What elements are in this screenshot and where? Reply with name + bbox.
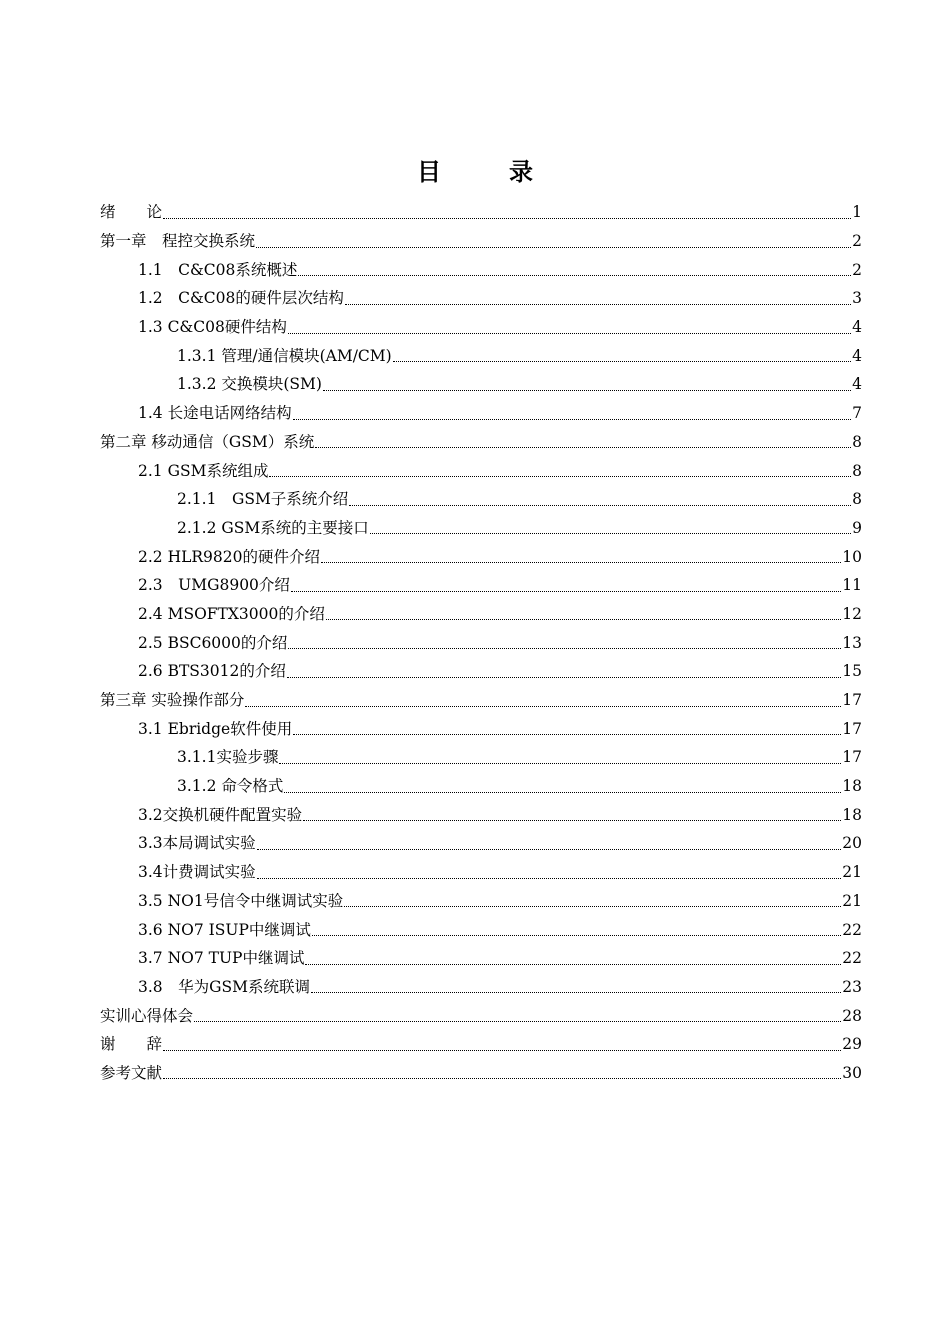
toc-entry-title: 第一章 程控交换系统 [100, 232, 256, 251]
toc-entry[interactable] [100, 198, 862, 227]
toc-entry-page-number: 18 [842, 805, 862, 824]
toc-entry-page-number: 4 [852, 375, 862, 394]
toc-entry-title: 3.5 NO1号信令中继调试实验 [138, 891, 344, 910]
dot-leader [345, 304, 851, 305]
toc-entry[interactable] [100, 370, 862, 399]
dot-leader [163, 1078, 841, 1079]
dot-leader [194, 1021, 841, 1022]
toc-entry-page-number: 12 [842, 604, 862, 623]
dot-leader [284, 792, 841, 793]
dot-leader [321, 562, 841, 563]
toc-entry-page-number: 29 [842, 1035, 862, 1054]
toc-entry-title: 2.3 UMG8900介绍 [138, 576, 290, 595]
toc-entry[interactable] [100, 485, 862, 514]
toc-entry[interactable] [100, 772, 862, 801]
toc-entry[interactable] [100, 227, 862, 256]
toc-entry-title: 3.6 NO7 ISUP中继调试 [138, 920, 311, 939]
toc-entry[interactable] [100, 542, 862, 571]
toc-entry[interactable] [100, 944, 862, 973]
toc-entry[interactable] [100, 571, 862, 600]
toc-entry-page-number: 15 [842, 662, 862, 681]
dot-leader [293, 419, 852, 420]
dot-leader [315, 447, 851, 448]
toc-entry[interactable] [100, 829, 862, 858]
toc-entry-title: 3.4计费调试实验 [138, 863, 256, 882]
toc-entry-title: 2.4 MSOFTX3000的介绍 [138, 604, 325, 623]
toc-entry-title: 第三章 实验操作部分 [100, 691, 245, 710]
toc-entry[interactable] [100, 657, 862, 686]
toc-entry-page-number: 17 [842, 691, 862, 710]
toc-entry-page-number: 21 [842, 891, 862, 910]
toc-entry[interactable] [100, 887, 862, 916]
toc-entry-title: 2.6 BTS3012的介绍 [138, 662, 286, 681]
toc-entry[interactable] [100, 1001, 862, 1030]
toc-entry-title: 谢 辞 [100, 1035, 163, 1054]
toc-entry-title: 3.1.2 命令格式 [177, 777, 284, 796]
toc-entry-title: 2.5 BSC6000的介绍 [138, 633, 288, 652]
toc-entry[interactable] [100, 456, 862, 485]
toc-entry[interactable] [100, 428, 862, 457]
toc-entry[interactable] [100, 514, 862, 543]
toc-entry[interactable] [100, 341, 862, 370]
toc-entry-page-number: 8 [852, 490, 862, 509]
toc-entry[interactable] [100, 915, 862, 944]
dot-leader [326, 619, 841, 620]
toc-entry-title: 1.4 长途电话网络结构 [138, 404, 292, 423]
toc-entry-page-number: 23 [842, 977, 862, 996]
toc-entry[interactable] [100, 313, 862, 342]
dot-leader [298, 275, 851, 276]
toc-entry-title: 3.7 NO7 TUP中继调试 [138, 949, 305, 968]
toc-entry-page-number: 2 [852, 260, 862, 279]
toc-entry-title: 1.3.1 管理/通信模块(AM/CM) [177, 346, 392, 365]
dot-leader [256, 247, 851, 248]
toc-entry[interactable] [100, 973, 862, 1002]
toc-entry-page-number: 4 [852, 346, 862, 365]
toc-entry[interactable] [100, 743, 862, 772]
dot-leader [245, 706, 841, 707]
dot-leader [288, 648, 841, 649]
toc-entry-title: 2.2 HLR9820的硬件介绍 [138, 547, 321, 566]
toc-entry-page-number: 10 [842, 547, 862, 566]
toc-entry-page-number: 21 [842, 863, 862, 882]
toc-entry-page-number: 30 [842, 1063, 862, 1082]
toc-entry-title: 3.1 Ebridge软件使用 [138, 719, 293, 738]
dot-leader [291, 591, 841, 592]
toc-entry-title: 1.1 C&C08系统概述 [138, 260, 298, 279]
dot-leader [305, 964, 841, 965]
toc-entry-page-number: 17 [842, 748, 862, 767]
toc-entry[interactable] [100, 399, 862, 428]
toc-entry-page-number: 4 [852, 318, 862, 337]
dot-leader [311, 992, 841, 993]
toc-entry-page-number: 22 [842, 920, 862, 939]
dot-leader [287, 677, 841, 678]
toc-entry-title: 2.1.2 GSM系统的主要接口 [177, 518, 369, 537]
dot-leader [370, 533, 851, 534]
dot-leader [344, 906, 841, 907]
toc-entry-page-number: 2 [852, 232, 862, 251]
toc-entry[interactable] [100, 1030, 862, 1059]
toc-entry-page-number: 20 [842, 834, 862, 853]
toc-entry-page-number: 22 [842, 949, 862, 968]
toc-entry-page-number: 7 [852, 404, 862, 423]
dot-leader [163, 1050, 841, 1051]
toc-entry[interactable] [100, 284, 862, 313]
toc-entry[interactable] [100, 600, 862, 629]
dot-leader [279, 763, 841, 764]
dot-leader [393, 361, 851, 362]
toc-entry[interactable] [100, 858, 862, 887]
toc-entry-title: 参考文献 [100, 1063, 163, 1082]
toc-entry-page-number: 1 [852, 203, 862, 222]
toc-entry-title: 第二章 移动通信（GSM）系统 [100, 432, 315, 451]
toc-entry[interactable] [100, 686, 862, 715]
toc-entry-page-number: 3 [852, 289, 862, 308]
toc-entry-title: 3.3本局调试实验 [138, 834, 256, 853]
toc-entry-page-number: 13 [842, 633, 862, 652]
toc-entry-page-number: 28 [842, 1006, 862, 1025]
toc-entry-page-number: 8 [852, 461, 862, 480]
toc-entry[interactable] [100, 800, 862, 829]
dot-leader [293, 734, 841, 735]
toc-entry[interactable] [100, 1059, 862, 1088]
dot-leader [269, 476, 851, 477]
dot-leader [312, 935, 841, 936]
dot-leader [303, 820, 841, 821]
toc-entry-title: 1.3.2 交换模块(SM) [177, 375, 322, 394]
toc-entry-title: 1.3 C&C08硬件结构 [138, 318, 287, 337]
dot-leader [349, 505, 851, 506]
toc-entry-title: 绪 论 [100, 203, 163, 222]
toc-entry-title: 3.1.1实验步骤 [177, 748, 279, 767]
toc-entry-title: 2.1 GSM系统组成 [138, 461, 269, 480]
toc-entry[interactable] [100, 255, 862, 284]
toc-entry-title: 3.2交换机硬件配置实验 [138, 805, 303, 824]
toc-entry-page-number: 9 [852, 518, 862, 537]
toc-entry-page-number: 11 [842, 576, 862, 595]
toc-entry-title: 3.8 华为GSM系统联调 [138, 977, 311, 996]
toc-entry-page-number: 18 [842, 777, 862, 796]
dot-leader [323, 390, 851, 391]
toc-entry-title: 实训心得体会 [100, 1006, 194, 1025]
toc-entry-page-number: 8 [852, 432, 862, 451]
toc-entry[interactable] [100, 628, 862, 657]
toc-entry-title: 2.1.1 GSM子系统介绍 [177, 490, 349, 509]
dot-leader [163, 218, 851, 219]
page-title: 目 录 [417, 157, 555, 186]
toc-entry-title: 1.2 C&C08的硬件层次结构 [138, 289, 344, 308]
dot-leader [257, 849, 842, 850]
dot-leader [257, 878, 842, 879]
toc-entry[interactable] [100, 714, 862, 743]
toc-entry-page-number: 17 [842, 719, 862, 738]
dot-leader [288, 333, 851, 334]
toc-list [100, 198, 862, 1087]
